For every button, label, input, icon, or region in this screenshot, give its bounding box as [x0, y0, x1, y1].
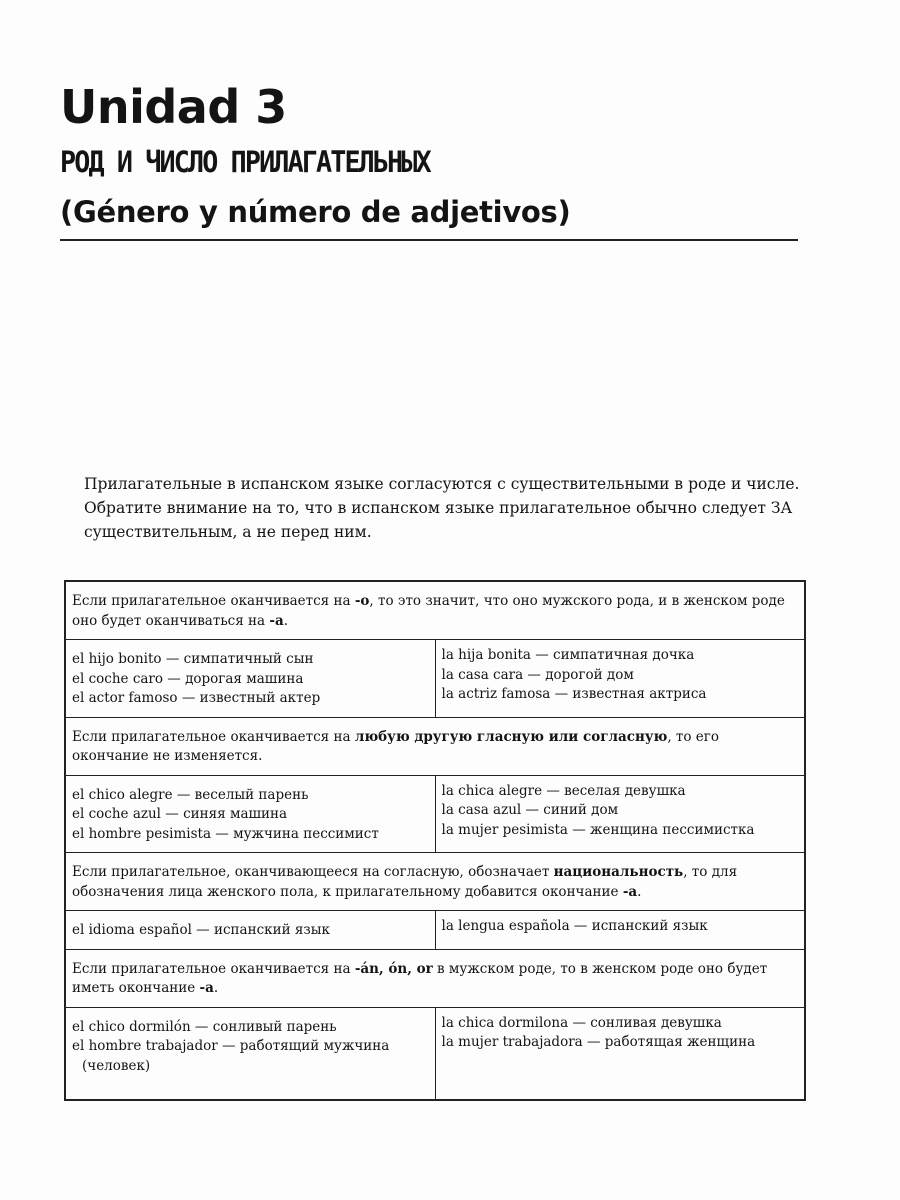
example-line: la hija bonita — симпатичная дочка: [441, 647, 695, 663]
example-row: [66, 1007, 804, 1099]
example-line: el idioma español — испанский язык: [72, 922, 330, 938]
heading-divider: [60, 239, 798, 241]
rule-text: в мужском роде, то в женском роде оно будет иметь окончание: [72, 960, 768, 996]
title-spanish: (Género y número de adjetivos): [60, 195, 571, 229]
example-line: el coche caro — дорогая машина: [72, 670, 304, 687]
example-line: la casa cara — дорогой дом: [441, 666, 634, 683]
unit-heading: Unidad 3: [60, 80, 287, 134]
rule-text: .: [213, 980, 219, 996]
rule-row: [66, 949, 804, 1007]
example-line: la mujer pesimista — женщина пессимистка: [441, 821, 755, 838]
rule-emphasis: -а: [199, 980, 214, 996]
rule-row: [66, 852, 804, 910]
rule-text: Если прилагательное оканчивается на: [72, 728, 355, 745]
rule-text: .: [637, 883, 642, 900]
masculine-examples: [66, 1008, 435, 1099]
rule-emphasis: -о: [354, 593, 370, 609]
rule-emphasis: национальность: [553, 864, 684, 880]
masculine-examples: [66, 776, 435, 853]
rule-text: , то это значит, что оно мужского рода, и в женском роде оно будет оканчиваться на: [72, 593, 785, 629]
example-line: el hombre trabajador — работящий мужчина: [72, 1038, 390, 1054]
rule-emphasis: -а: [269, 612, 284, 629]
example-line: (человек): [82, 1057, 151, 1074]
rule-text: Если прилагательное оканчивается на: [72, 593, 355, 609]
example-row: [66, 639, 804, 717]
intro-paragraph: Прилагательные в испанском языке согласуются с существительными в роде и числе.: [84, 475, 800, 493]
masculine-examples: [66, 640, 435, 717]
rule-text: .: [283, 612, 289, 629]
feminine-examples: [435, 1008, 805, 1099]
example-line: el coche azul — синяя машина: [72, 806, 288, 822]
rule-text: , то для обозначения лица женского пола, к прилагательному добавится окончание: [72, 864, 738, 900]
rule-emphasis: любую другую гласную или согласную: [354, 728, 668, 745]
example-row: [66, 775, 804, 853]
example-line: la chica alegre — веселая девушка: [441, 782, 686, 799]
example-line: la actriz famosa — известная актриса: [441, 686, 707, 702]
example-line: el hijo bonito — симпатичный сын: [72, 651, 314, 667]
feminine-examples: [435, 911, 805, 949]
example-line: el actor famoso — известный актер: [72, 690, 321, 706]
grammar-table: [64, 580, 806, 1101]
example-line: la casa azul — синий дом: [441, 802, 619, 818]
example-line: el chico dormilón — сонливый парень: [72, 1018, 337, 1035]
rule-row: [66, 717, 804, 775]
example-line: la lengua española — испанский язык: [441, 918, 708, 934]
rule-emphasis: -án, ón, or: [354, 960, 433, 977]
feminine-examples: [435, 776, 805, 853]
rule-text: Если прилагательное оканчивается на: [72, 960, 355, 977]
example-line: el chico alegre — веселый парень: [72, 786, 309, 803]
title-russian: РОД И ЧИСЛО ПРИЛАГАТЕЛЬНЫХ: [60, 145, 430, 179]
masculine-examples: [66, 911, 435, 949]
intro-text: [84, 472, 804, 544]
example-line: la mujer trabajadora — работящая женщина: [441, 1034, 756, 1050]
example-row: [66, 910, 804, 949]
rule-row: [66, 582, 804, 639]
example-line: la chica dormilona — сонливая девушка: [441, 1014, 722, 1031]
rule-emphasis: -а: [622, 883, 638, 900]
intro-paragraph: Обратите внимание на то, что в испанском языке прилагательное обычно следует ЗА существительным, а не перед ним.: [84, 499, 793, 541]
rule-text: , то его окончание не изменяется.: [72, 728, 719, 764]
rule-text: Если прилагательное, оканчивающееся на согласную, обозначает: [72, 864, 554, 880]
example-line: el hombre pesimista — мужчина пессимист: [72, 825, 379, 842]
feminine-examples: [435, 640, 805, 717]
